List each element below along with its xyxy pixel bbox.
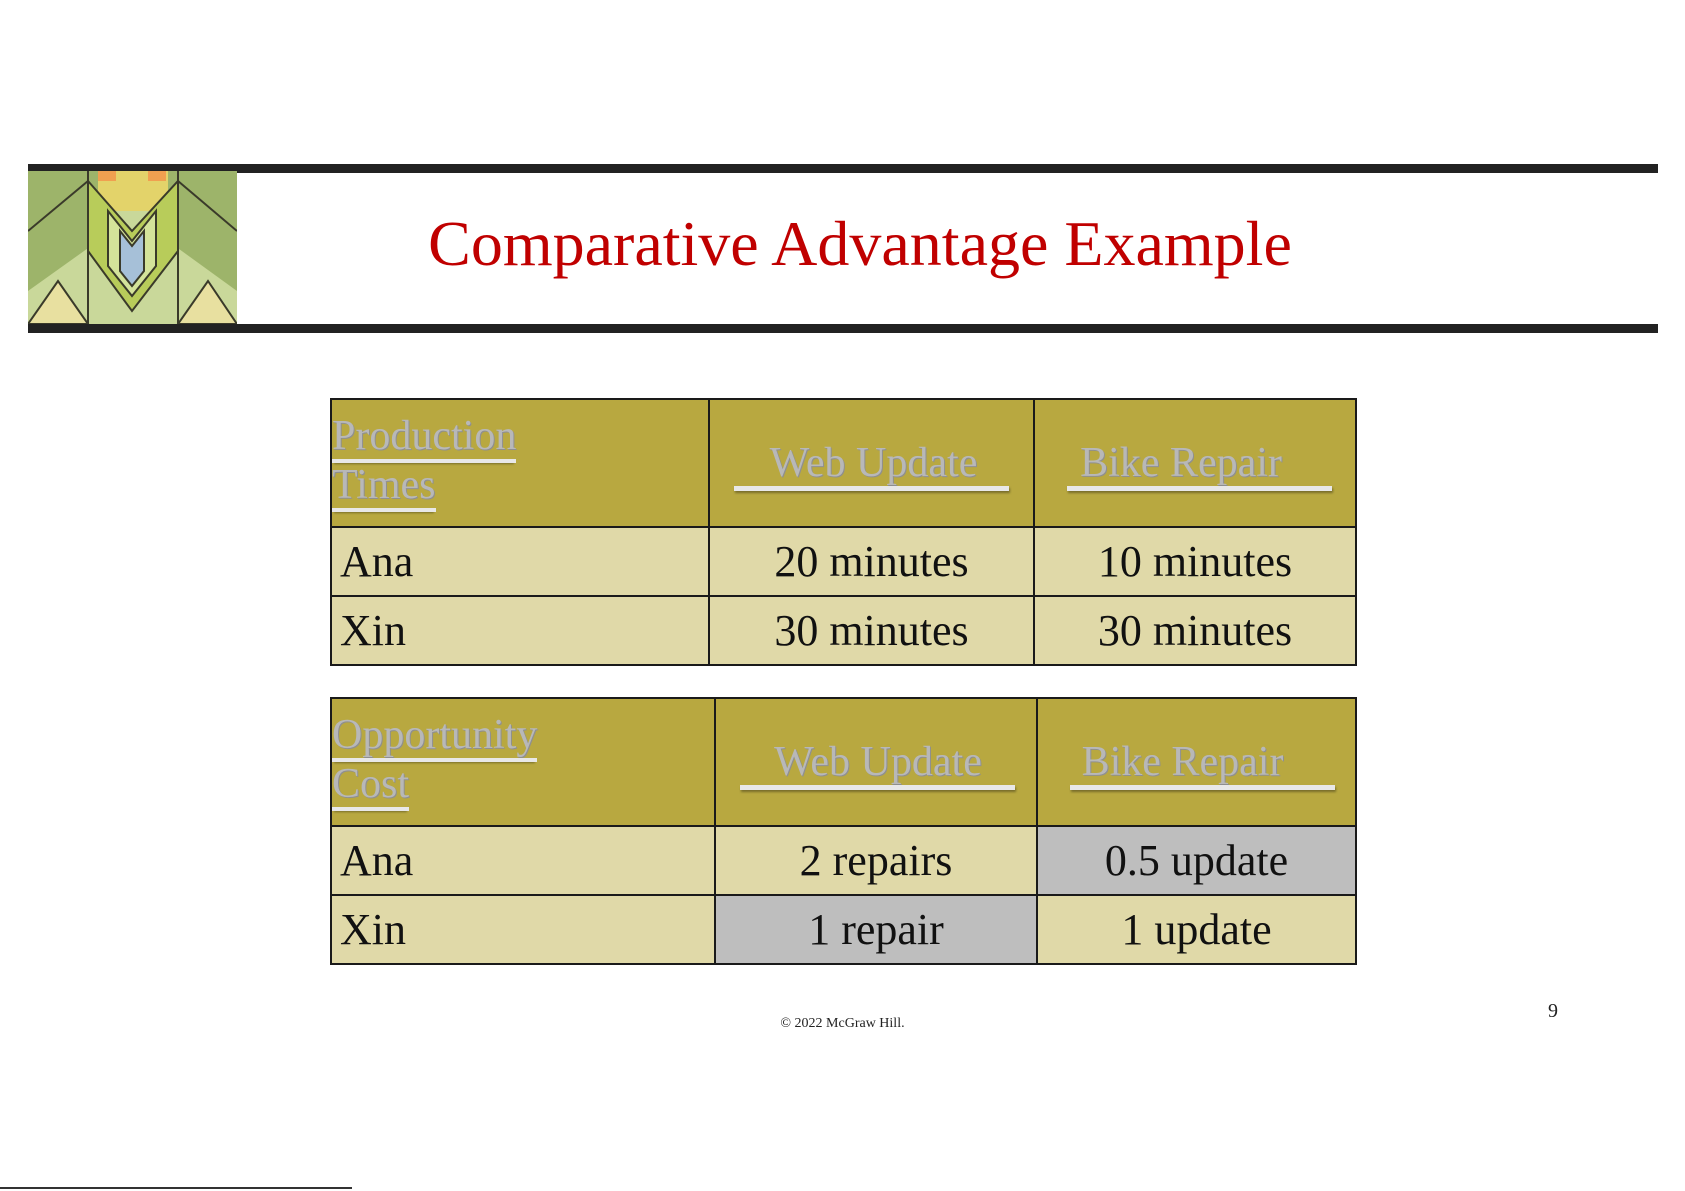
cell-ana-web-update: 20 minutes [709,527,1034,596]
row-label-ana: Ana [331,826,715,895]
row-label-xin: Xin [331,596,709,665]
slide-title: Comparative Advantage Example [428,208,1292,279]
table-header-row [331,698,1356,826]
header-line-2: Times [332,463,436,512]
table-row [331,895,1356,964]
top-rule [28,164,1658,173]
cell-ana-bike-repair: 10 minutes [1034,527,1356,596]
cell-xin-web-update-highlighted: 1 repair [715,895,1037,964]
header-production-times [331,399,709,527]
header-line-1: Production [332,414,516,463]
bottom-rule [28,324,1658,333]
cell-xin-bike-repair: 1 update [1037,895,1356,964]
row-label-ana: Ana [331,527,709,596]
production-times-table [330,398,1357,666]
table-row [331,596,1356,665]
table-row [331,527,1356,596]
header-underline [1070,785,1335,790]
cell-xin-web-update: 30 minutes [709,596,1034,665]
opportunity-cost-table [330,697,1357,965]
header-underline [740,785,1015,790]
row-label-xin: Xin [331,895,715,964]
cell-ana-web-update: 2 repairs [715,826,1037,895]
stained-glass-decoration [28,171,237,324]
header-bike-repair: Bike Repair [1037,698,1356,826]
copyright-notice: © 2022 McGraw Hill. [780,1016,905,1031]
cell-xin-bike-repair: 30 minutes [1034,596,1356,665]
header-opportunity-cost [331,698,715,826]
table-header-row [331,399,1356,527]
header-web-update: Web Update [709,399,1034,527]
header-line-1: Opportunity [332,713,537,762]
table-row [331,826,1356,895]
header-line-2: Cost [332,762,409,811]
footer-divider [0,1187,352,1189]
page-number: 9 [1548,1000,1558,1022]
cell-ana-bike-repair-highlighted: 0.5 update [1037,826,1356,895]
header-underline [1067,486,1332,491]
header-underline [734,486,1009,491]
header-bike-repair: Bike Repair [1034,399,1356,527]
header-web-update: Web Update [715,698,1037,826]
